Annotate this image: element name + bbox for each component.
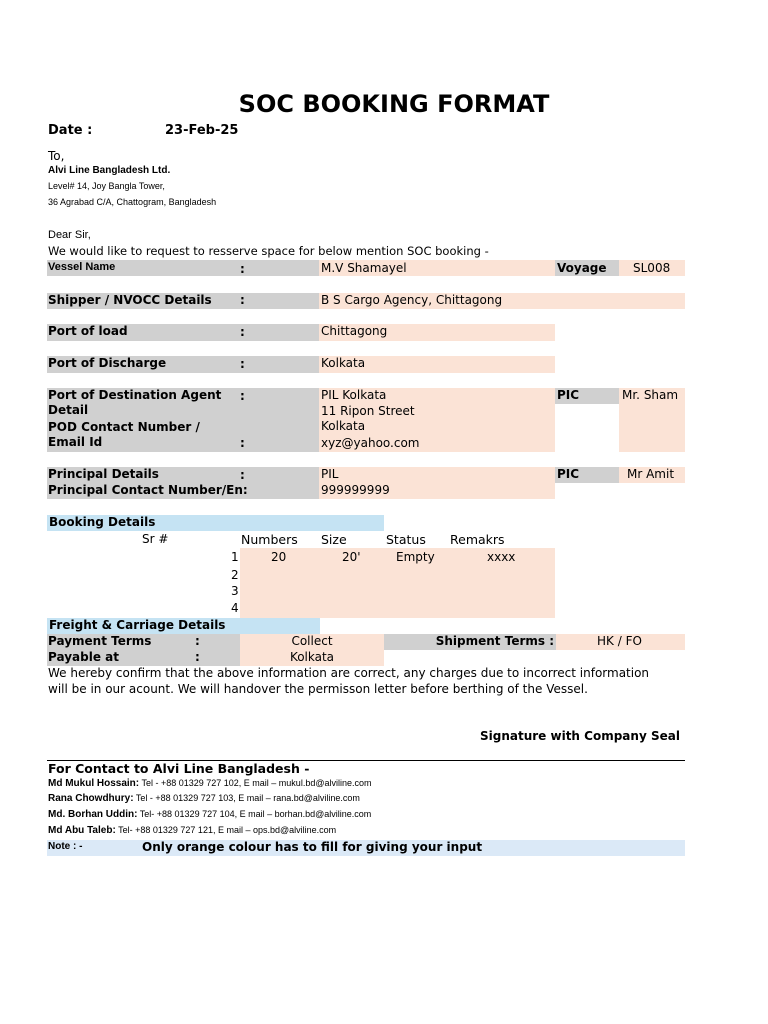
pod-colon: : xyxy=(240,357,245,371)
agent-colon-1: : xyxy=(240,389,245,403)
pod-label: Port of Discharge xyxy=(48,356,167,370)
contact-detail: Tel- +88 01329 727 121, E mail – ops.bd@alviline.com xyxy=(115,825,337,835)
booking-heading: Booking Details xyxy=(49,515,156,529)
vessel-value: M.V Shamayel xyxy=(321,261,407,275)
shipment-value: HK / FO xyxy=(597,634,642,648)
payment-colon: : xyxy=(195,634,200,648)
date-value: 23-Feb-25 xyxy=(165,123,239,138)
contact-detail: Tel- +88 01329 727 104, E mail – borhan.bd@alviline.com xyxy=(137,809,372,819)
agent-colon-2: : xyxy=(240,436,245,450)
row-remarks: xxxx xyxy=(487,550,516,564)
contact-line xyxy=(48,809,371,820)
principal-colon: : xyxy=(240,468,245,482)
confirm-line-2: will be in our acount. We will handover the permisson letter before berthing of the Vessel. xyxy=(48,682,588,696)
pod-value: Kolkata xyxy=(321,356,366,370)
agent-pic-value: Mr. Sham xyxy=(622,388,679,402)
freight-heading: Freight & Carriage Details xyxy=(49,618,226,632)
agent-value-2: 11 Ripon Street xyxy=(321,404,415,418)
agent-value-3: Kolkata xyxy=(321,419,366,433)
row-sr: 2 xyxy=(231,568,239,582)
payment-value: Collect xyxy=(291,634,333,648)
shipment-label: Shipment Terms : xyxy=(435,634,554,648)
voyage-value: SL008 xyxy=(633,261,671,275)
payable-label: Payable at xyxy=(48,650,119,664)
agent-value-1: PIL Kolkata xyxy=(321,388,387,402)
shipper-colon: : xyxy=(240,293,245,307)
row-sr: 3 xyxy=(231,584,239,598)
col-header-remarks: Remakrs xyxy=(450,532,505,547)
row-sr: 1 xyxy=(231,550,239,564)
row-size: 20' xyxy=(342,550,361,564)
date-label: Date : xyxy=(48,123,93,138)
contact-line xyxy=(48,793,360,804)
principal-contact-value: 999999999 xyxy=(321,483,390,497)
note-label: Note : - xyxy=(48,841,83,852)
col-header-status: Status xyxy=(386,532,426,547)
agent-label-2: Detail xyxy=(48,403,89,417)
row-numbers: 20 xyxy=(271,550,287,564)
contact-name: Md. Borhan Uddin: xyxy=(48,809,138,820)
principal-value: PIL xyxy=(321,467,339,481)
address-line-1: Level# 14, Joy Bangla Tower, xyxy=(48,181,165,191)
shipper-label: Shipper / NVOCC Details xyxy=(48,293,212,307)
principal-pic-value: Mr Amit xyxy=(627,467,675,481)
principal-pic-label: PIC xyxy=(557,467,580,481)
page-title: SOC BOOKING FORMAT xyxy=(238,90,550,118)
greeting: Dear Sir, xyxy=(48,229,91,241)
contact-line xyxy=(48,825,336,836)
note-text: Only orange colour has to fill for giving your input xyxy=(142,840,483,854)
col-header-numbers: Numbers xyxy=(241,532,298,547)
payable-colon: : xyxy=(195,650,200,664)
contact-name: Md Abu Taleb: xyxy=(48,825,116,836)
address-to: To, xyxy=(48,149,65,163)
agent-label-3: POD Contact Number / xyxy=(48,420,200,434)
contact-name: Rana Chowdhury: xyxy=(48,793,134,804)
intro-text: We would like to request to resserve space for below mention SOC booking - xyxy=(48,244,489,258)
shipper-value: B S Cargo Agency, Chittagong xyxy=(321,293,503,307)
principal-contact-label: Principal Contact Number/En: xyxy=(48,483,248,497)
signature-label: Signature with Company Seal xyxy=(480,729,680,743)
agent-value-4: xyz@yahoo.com xyxy=(321,436,420,450)
vessel-colon: : xyxy=(240,262,245,276)
contact-line xyxy=(48,778,371,789)
voyage-label: Voyage xyxy=(557,261,607,275)
contacts-heading: For Contact to Alvi Line Bangladesh - xyxy=(48,761,310,776)
col-header-size: Size xyxy=(321,532,347,547)
address-company: Alvi Line Bangladesh Ltd. xyxy=(48,165,171,176)
col-header-sr: Sr # xyxy=(142,532,169,546)
principal-label: Principal Details xyxy=(48,467,159,481)
contact-detail: Tel - +88 01329 727 103, E mail – rana.bd@alviline.com xyxy=(133,793,360,803)
agent-label-1: Port of Destination Agent xyxy=(48,388,222,402)
pol-label: Port of load xyxy=(48,324,128,338)
payable-value: Kolkata xyxy=(289,650,335,664)
contact-detail: Tel - +88 01329 727 102, E mail – mukul.bd@alviline.com xyxy=(139,778,372,788)
agent-pic-label: PIC xyxy=(557,388,580,402)
vessel-label: Vessel Name xyxy=(48,261,116,273)
agent-label-4: Email Id xyxy=(48,435,103,449)
pol-value: Chittagong xyxy=(321,324,388,338)
payment-label: Payment Terms xyxy=(48,634,152,648)
address-line-2: 36 Agrabad C/A, Chattogram, Bangladesh xyxy=(48,197,217,207)
contact-name: Md Mukul Hossain: xyxy=(48,778,140,789)
pol-colon: : xyxy=(240,325,245,339)
row-status: Empty xyxy=(396,550,435,564)
confirm-line-1: We hereby confirm that the above information are correct, any charges due to incorrect information xyxy=(48,666,650,680)
row-sr: 4 xyxy=(231,601,239,615)
